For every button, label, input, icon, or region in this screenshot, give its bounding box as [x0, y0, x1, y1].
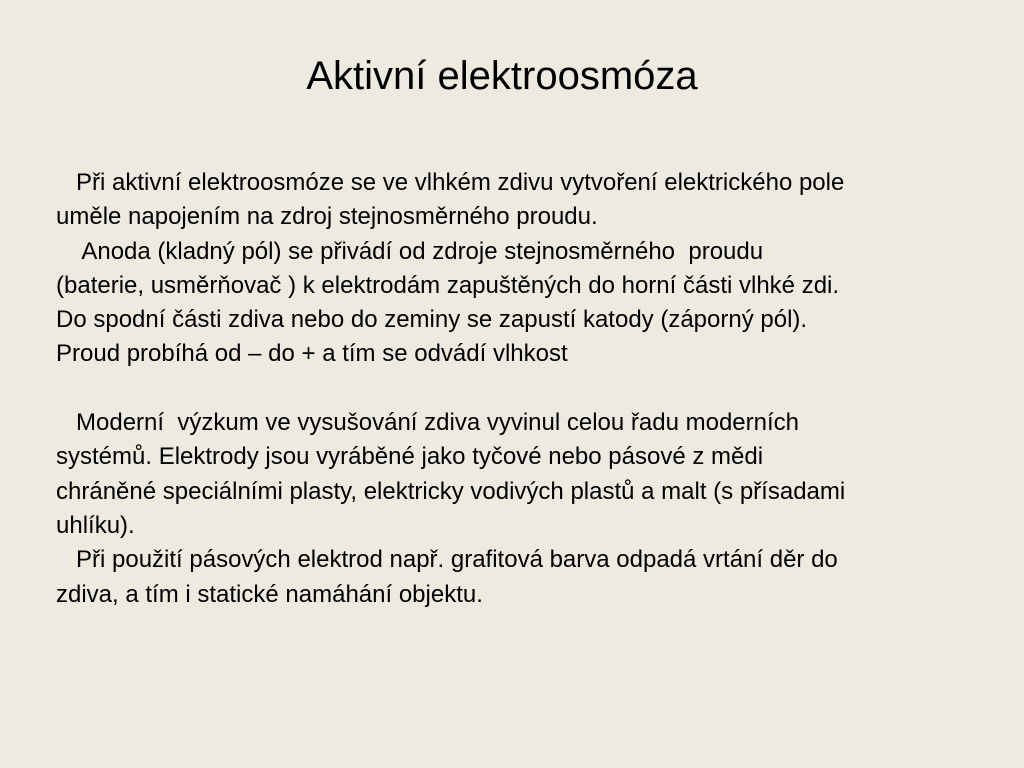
- body-line: Anoda (kladný pól) se přivádí od zdroje stejnosměrného proudu: [56, 237, 764, 265]
- body-line: Moderní výzkum ve vysušování zdiva vyvinul celou řadu moderních: [56, 409, 799, 437]
- body-line: zdiva, a tím i statické namáhání objektu.: [56, 580, 483, 608]
- slide-body: [56, 166, 1006, 612]
- body-line: Do spodní části zdiva nebo do zeminy se zapustí katody (záporný pól).: [56, 306, 808, 334]
- body-line: Proud probíhá od – do + a tím se odvádí vlhkost: [56, 340, 568, 368]
- body-line: uhlíku).: [56, 511, 135, 539]
- body-line-blank: [56, 372, 1006, 406]
- slide-title: Aktivní elektroosmóza: [306, 54, 698, 98]
- body-line: uměle napojením na zdroj stejnosměrného proudu.: [56, 203, 598, 231]
- body-line: systémů. Elektrody jsou vyráběné jako tyčové nebo pásové z mědi: [56, 443, 764, 471]
- body-line: (baterie, usměrňovač ) k elektrodám zapuštěných do horní části vlhké zdi.: [56, 271, 840, 299]
- body-line: Při aktivní elektroosmóze se ve vlhkém zdivu vytvoření elektrického pole: [56, 169, 845, 196]
- body-line: chráněné speciálními plasty, elektricky vodivých plastů a malt (s přísadami: [56, 477, 846, 505]
- body-line: Při použití pásových elektrod např. grafitová barva odpadá vrtání děr do: [56, 546, 838, 574]
